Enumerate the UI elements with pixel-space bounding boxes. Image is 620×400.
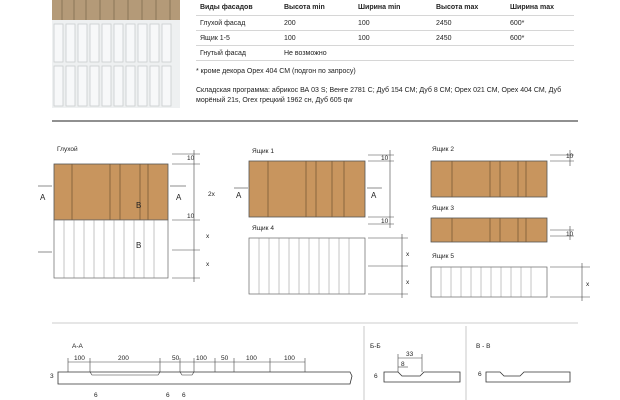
table-cell: 100 [354,31,432,46]
table-cell: Глухой фасад [196,16,280,31]
table-cell: 600* [506,31,574,46]
drawing-yashik5 [431,253,590,301]
drawing-title: Ящик 1 [252,148,274,155]
header-cell: Высота min [280,0,354,16]
drawing-yashik4 [249,225,410,298]
section-mark: В [136,241,142,250]
section-mark: A [371,191,377,200]
table-cell: 200 [280,16,354,31]
table-cell: 100 [280,31,354,46]
drawing-title: Глухой [57,146,78,153]
section-bb [370,343,460,382]
header-cell: Высота max [432,0,506,16]
dim-label: 8 [401,361,405,368]
table-cell: 600* [506,16,574,31]
section-title: А-А [72,343,83,350]
dim-label: 33 [406,351,414,358]
drawing-title: Ящик 2 [432,146,454,153]
dim-label: 10 [381,155,389,162]
dim-label: x [206,233,210,240]
dim-label: 6 [166,392,170,399]
dim-label: 6 [374,373,378,380]
dim-label: 6 [182,392,186,399]
dim-label: 100 [74,355,85,362]
table-cell: 2450 [432,31,506,46]
section-title: Б-Б [370,343,381,350]
dim-label: x [586,281,590,288]
dim-label: 6 [478,371,482,378]
dim-label: 10 [381,218,389,225]
dim-label: 10 [187,155,195,162]
table-cell: Гнутый фасад [196,46,280,61]
dim-label: 2x [208,191,215,198]
dim-label: 100 [284,355,295,362]
dim-label: 10 [566,231,574,238]
section-aa [50,343,352,399]
section-vv [476,343,570,382]
header-cell: Ширина min [354,0,432,16]
section-mark: A [236,191,242,200]
drawing-yashik3 [431,205,574,242]
dim-label: x [406,251,410,258]
dim-label: 50 [221,355,229,362]
table-cell: 100 [354,16,432,31]
dim-label: x [206,261,210,268]
drawing-title: Ящик 5 [432,253,454,260]
dim-label: 100 [246,355,257,362]
dim-label: x [406,279,410,286]
header-cell: Ширина max [506,0,574,16]
section-title: В - В [476,343,491,350]
drawing-yashik2 [431,146,574,197]
dim-label: 3 [50,373,54,380]
stock-program-text: Складская программа: абрикос ВА 03 S; Венге 2781 C; Дуб 154 CM; Дуб 8 CM; Opex 021 CM, Opex 404 CM, Дуб морёный 21s, Orex грецкий 1962 cн, Дуб 605 qw [196,87,562,104]
dim-label: 200 [118,355,129,362]
table-cell: Не возможно [280,46,354,61]
dim-label: 50 [172,355,180,362]
dim-label: 100 [196,355,207,362]
drawing-yashik1 [234,148,394,228]
section-mark: A [40,193,46,202]
table-cell: 2450 [432,16,506,31]
drawing-title: Ящик 3 [432,205,454,212]
drawing-title: Ящик 4 [252,225,274,232]
table-cell: Ящик 1-5 [196,31,280,46]
drawing-glukhoy [38,145,216,282]
header-cell: Виды фасадов [196,0,280,16]
dim-label: 6 [94,392,98,399]
dim-label: 10 [566,153,574,160]
section-mark: A [176,193,182,202]
dim-label: 10 [187,213,195,220]
section-mark: B [136,201,142,210]
footnote: * кроме декора Opex 404 CM (подгон по запросу) [196,68,356,75]
